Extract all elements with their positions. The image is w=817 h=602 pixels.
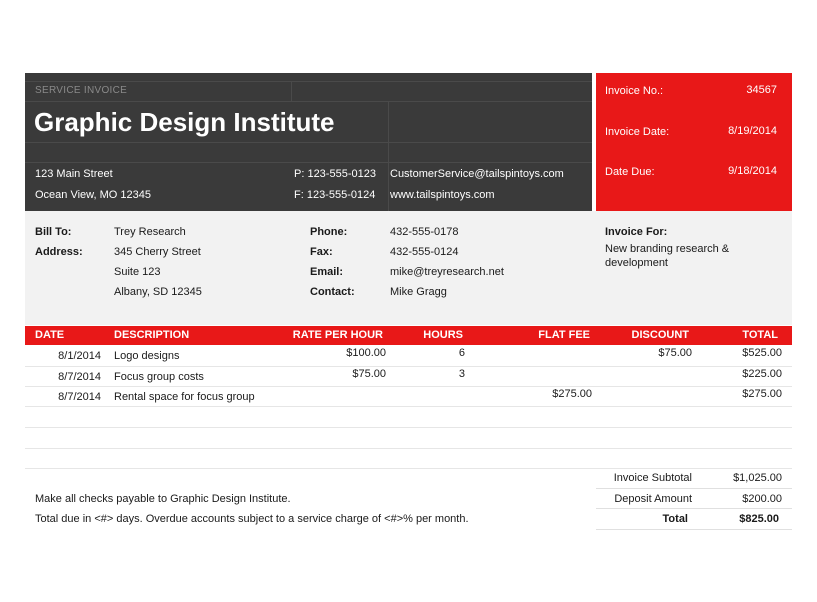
row-divider: [25, 366, 792, 367]
row-flat-fee: $275.00: [552, 388, 592, 400]
subtotal-value: $1,025.00: [733, 472, 782, 484]
service-invoice-label: SERVICE INVOICE: [35, 85, 128, 96]
row-date: 8/7/2014: [58, 391, 101, 403]
bill-to-name: Trey Research: [114, 226, 186, 238]
company-fax: F: 123-555-0124: [294, 189, 376, 201]
company-address-line2: Ocean View, MO 12345: [35, 189, 151, 201]
row-description: Rental space for focus group: [114, 391, 255, 403]
company-website[interactable]: www.tailspintoys.com: [390, 189, 495, 201]
company-email[interactable]: CustomerService@tailspintoys.com: [390, 168, 564, 180]
header-gridline: [25, 142, 592, 143]
invoice-for-line1: New branding research &: [605, 243, 730, 255]
due-date: 9/18/2014: [728, 165, 777, 177]
company-name: Graphic Design Institute: [34, 107, 335, 137]
col-date: DATE: [35, 329, 65, 341]
client-contact: Mike Gragg: [390, 286, 447, 298]
row-divider: [25, 406, 792, 407]
row-total: $525.00: [742, 347, 782, 359]
col-description: DESCRIPTION: [114, 329, 190, 341]
row-divider: [25, 427, 792, 428]
col-discount: DISCOUNT: [631, 329, 689, 341]
invoice-date-label: Invoice Date:: [605, 126, 670, 138]
row-rate: $100.00: [346, 347, 386, 359]
row-discount: $75.00: [658, 347, 692, 359]
header-gridline: [291, 81, 292, 101]
phone-label: Phone:: [310, 226, 348, 238]
col-rate: RATE PER HOUR: [292, 329, 383, 341]
invoice-number-label: Invoice No.:: [605, 85, 664, 97]
contact-label: Contact:: [310, 286, 355, 298]
summary-divider: [596, 529, 792, 530]
summary-divider: [596, 488, 792, 489]
row-date: 8/7/2014: [58, 371, 101, 383]
header-gridline: [388, 101, 389, 211]
row-description: Logo designs: [114, 350, 180, 362]
header-gridline: [25, 162, 592, 163]
due-date-label: Date Due:: [605, 166, 655, 178]
company-phone: P: 123-555-0123: [294, 168, 376, 180]
summary-divider: [596, 508, 792, 509]
row-total: $225.00: [742, 368, 782, 380]
client-email[interactable]: mike@treyresearch.net: [390, 266, 504, 278]
total-value: $825.00: [739, 513, 779, 525]
row-divider: [25, 468, 792, 469]
row-divider: [25, 448, 792, 449]
bill-address-line1: 345 Cherry Street: [114, 246, 201, 258]
company-address-line1: 123 Main Street: [35, 168, 113, 180]
row-description: Focus group costs: [114, 371, 204, 383]
fax-label: Fax:: [310, 246, 333, 258]
invoice-number: 34567: [746, 84, 777, 96]
email-label: Email:: [310, 266, 344, 278]
client-fax: 432-555-0124: [390, 246, 459, 258]
subtotal-label: Invoice Subtotal: [613, 472, 692, 484]
row-divider: [25, 386, 792, 387]
row-total: $275.00: [742, 388, 782, 400]
total-label: Total: [662, 513, 688, 525]
row-hours: 3: [458, 368, 465, 380]
terms-note: Total due in <#> days. Overdue accounts subject to a service charge of <#>% per month.: [35, 513, 469, 525]
header-gridline: [25, 101, 592, 102]
row-rate: $75.00: [352, 368, 386, 380]
invoice-for-line2: development: [605, 257, 668, 269]
col-total: TOTAL: [742, 329, 778, 341]
client-phone: 432-555-0178: [390, 226, 459, 238]
bill-to-label: Bill To:: [35, 226, 72, 238]
deposit-label: Deposit Amount: [614, 493, 692, 505]
bill-address-line3: Albany, SD 12345: [114, 286, 202, 298]
invoice-date: 8/19/2014: [728, 125, 777, 137]
invoice-for-label: Invoice For:: [605, 226, 668, 238]
row-date: 8/1/2014: [58, 350, 101, 362]
col-hours: HOURS: [423, 329, 463, 341]
bill-address-line2: Suite 123: [114, 266, 161, 278]
header-gridline: [25, 81, 592, 82]
payment-note: Make all checks payable to Graphic Design Institute.: [35, 493, 291, 505]
row-hours: 6: [458, 347, 465, 359]
col-flat-fee: FLAT FEE: [538, 329, 590, 341]
address-label: Address:: [35, 246, 83, 258]
deposit-value: $200.00: [742, 493, 782, 505]
